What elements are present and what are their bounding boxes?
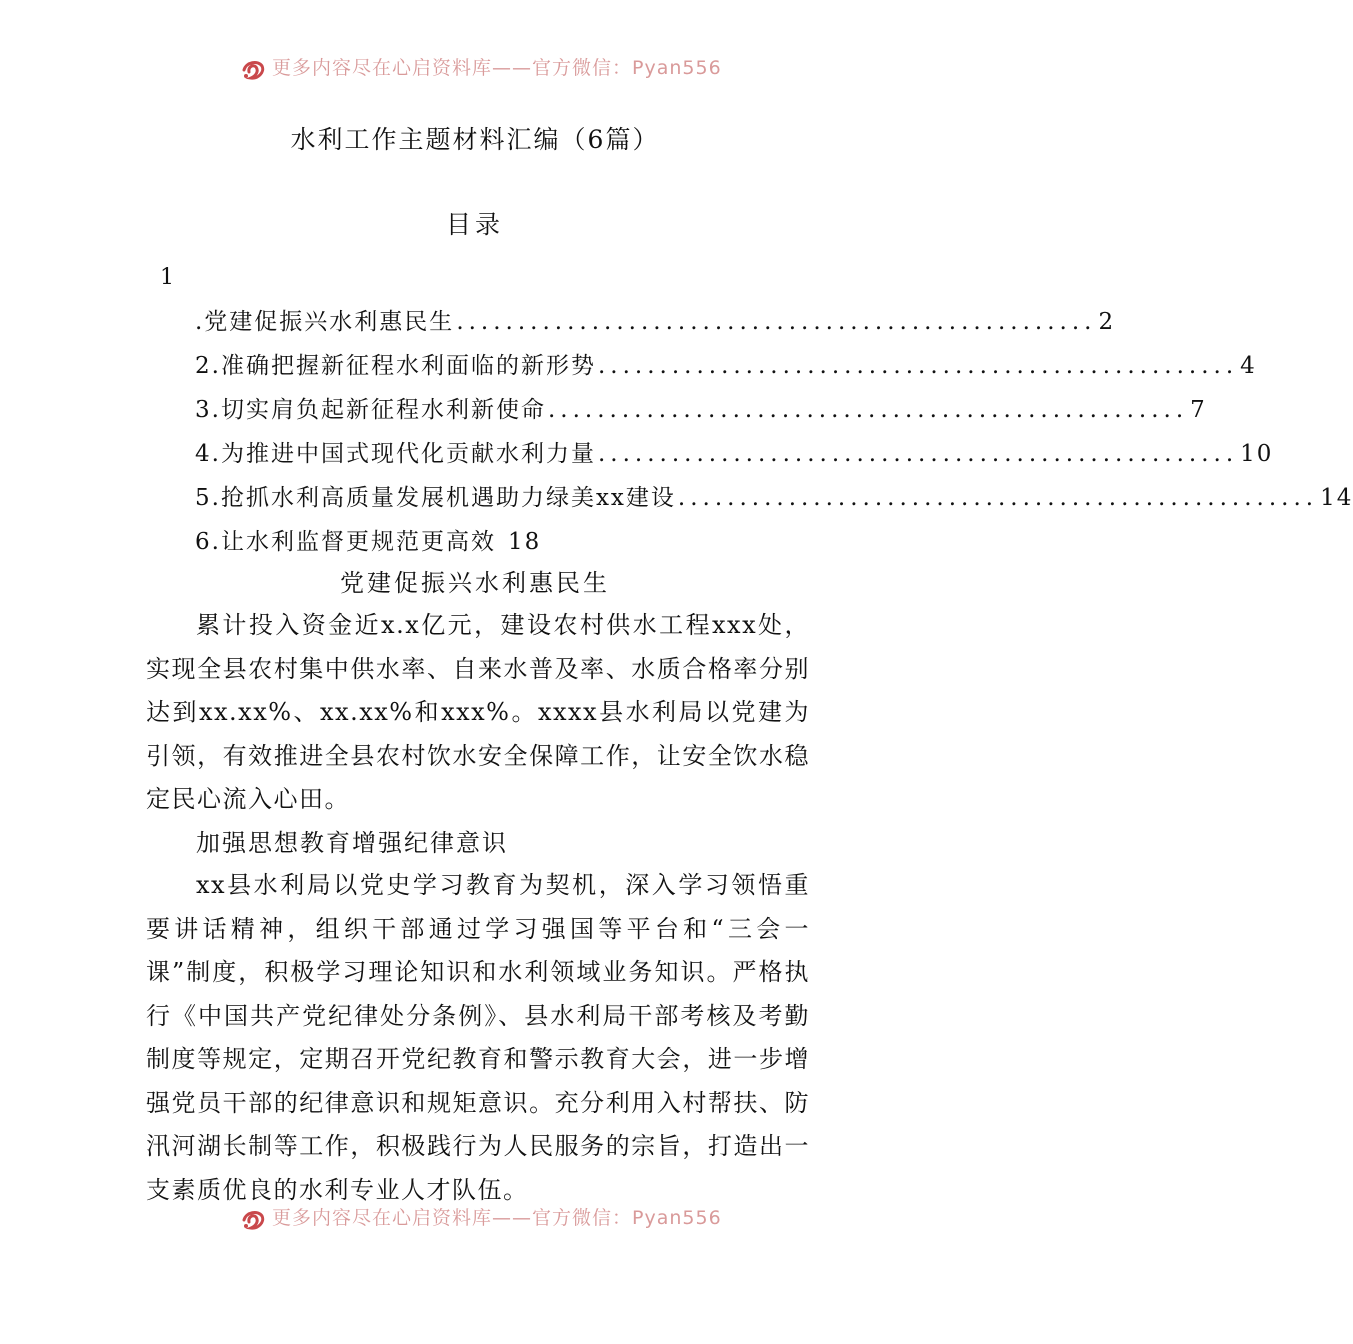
toc-entry-label: 3.切实肩负起新征程水利新使命 bbox=[195, 397, 546, 423]
toc-entry[interactable] bbox=[195, 435, 1274, 479]
section-title: 党建促振兴水利惠民生 bbox=[340, 569, 610, 597]
document-title: 水利工作主题材料汇编（6篇） bbox=[290, 125, 660, 154]
toc-entry[interactable] bbox=[195, 391, 1207, 435]
watermark-banner-bottom bbox=[0, 1206, 950, 1232]
toc-entry[interactable] bbox=[195, 303, 1116, 347]
toc-entry-page: 2 bbox=[1098, 309, 1116, 335]
toc-entry-page: 4 bbox=[1240, 353, 1257, 379]
toc-leader-dots: .................................................... bbox=[456, 309, 1097, 335]
toc-heading: 目录 bbox=[445, 210, 504, 239]
toc-entry-page: 10 bbox=[1240, 441, 1274, 467]
watermark-text: 更多内容尽在心启资料库——官方微信：Pyan556 bbox=[272, 57, 722, 79]
toc-entry-page: 14 bbox=[1320, 485, 1353, 511]
toc-leader-dots: .................................................... bbox=[547, 397, 1189, 423]
paragraph-1: 累计投入资金近x.x亿元，建设农村供水工程xxx处，实现全县农村集中供水率、自来水普及率、水质合格率分别达到xx.xx%、xx.xx%和xxx%。xxxx县水利局以党建为引领，有效推进全县农村饮水安全保障工作，让安全饮水稳定民心流入心田。 bbox=[146, 611, 810, 813]
toc-entry-label: 5.抢抓水利高质量发展机遇助力绿美xx建设 bbox=[195, 485, 676, 511]
table-of-contents bbox=[195, 303, 1353, 567]
toc-leading-number: 1 bbox=[160, 265, 174, 290]
toc-entry-label: 4.为推进中国式现代化贡献水利力量 bbox=[195, 441, 596, 467]
brand-logo-icon bbox=[240, 56, 266, 82]
toc-entry[interactable] bbox=[195, 479, 1353, 523]
toc-entry-page: 18 bbox=[507, 529, 542, 555]
toc-entry-label: 2.准确把握新征程水利面临的新形势 bbox=[195, 353, 596, 379]
subheading: 加强思想教育增强纪律意识 bbox=[196, 829, 508, 857]
toc-entry-page: 7 bbox=[1190, 397, 1207, 423]
toc-entry-label: .党建促振兴水利惠民生 bbox=[195, 309, 455, 335]
toc-leader-dots: .................................................... bbox=[597, 353, 1239, 379]
watermark-text: 更多内容尽在心启资料库——官方微信：Pyan556 bbox=[272, 1207, 722, 1229]
watermark-banner-top bbox=[0, 56, 950, 82]
toc-entry-label: 6.让水利监督更规范更高效 bbox=[195, 529, 496, 555]
toc-leader-dots: .................................................... bbox=[597, 441, 1239, 467]
paragraph-2: xx县水利局以党史学习教育为契机，深入学习领悟重要讲话精神，组织干部通过学习强国等平台和“三会一课”制度，积极学习理论知识和水利领域业务知识。严格执行《中国共产党纪律处分条例》、县水利局干部考核及考勤制度等规定，定期召开党纪教育和警示教育大会，进一步增强党员干部的纪律意识和规矩意识。充分利用入村帮扶、防汛河湖长制等工作，积极践行为人民服务的宗旨，打造出一支素质优良的水利专业人才队伍。 bbox=[146, 871, 810, 1204]
toc-entry[interactable] bbox=[195, 347, 1257, 391]
brand-logo-icon bbox=[240, 1206, 266, 1232]
toc-entry[interactable] bbox=[195, 523, 807, 567]
toc-leader-dots: .................................................... bbox=[677, 485, 1319, 511]
